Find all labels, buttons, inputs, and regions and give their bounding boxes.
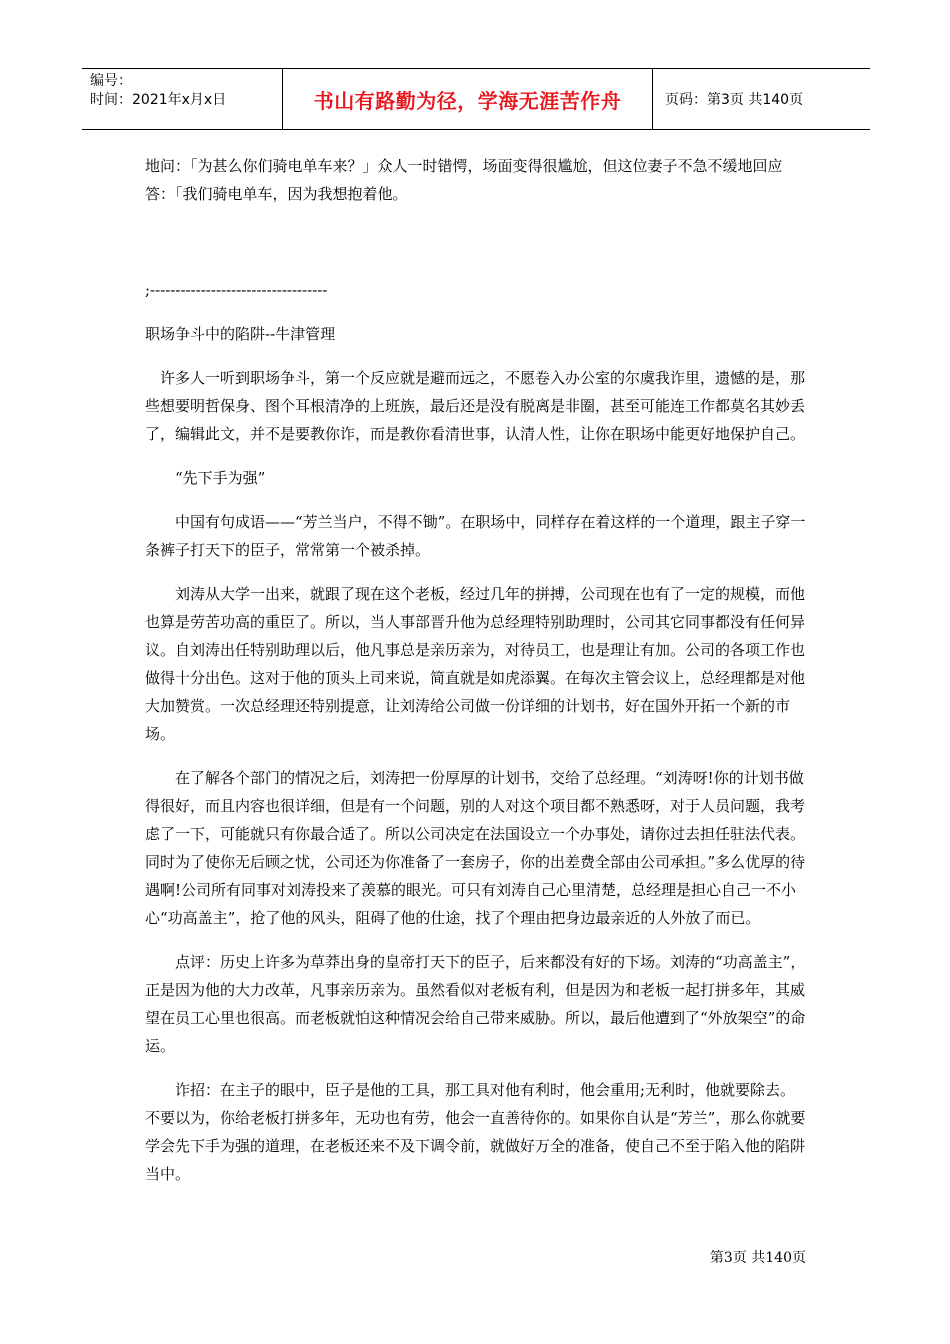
- header-meta: [82, 69, 283, 129]
- article-title: 职场争斗中的陷阱--牛津管理: [145, 325, 336, 343]
- time-label: 时间：2021年x月x日: [90, 92, 227, 108]
- paragraph-3: 在了解各个部门的情况之后，刘涛把一份厚厚的计划书，交给了总经理。“刘涛呀!你的计划书做得很好，而且内容也很详细，但是有一个问题，别的人对这个项目都不熟悉呀，对于人员问题，我考虑了一下，可能就只有你最合适了。所以公司决定在法国设立一个办事处，请你过去担任驻法代表。同时为了使你无后顾之忧，公司还为你准备了一套房子，你的出差费全部由公司承担。”多么优厚的待遇啊!公司所有同事对刘涛投来了羡慕的眼光。可只有刘涛自己心里清楚，总经理是担心自己一不小心“功高盖主”，抢了他的风头，阻碍了他的仕途，找了个理由把身边最亲近的人外放了而已。: [145, 769, 806, 927]
- intro-paragraph: 许多人一听到职场争斗，第一个反应就是避而远之，不愿卷入办公室的尔虞我诈里，遗憾的是，那些想要明哲保身、图个耳根清净的上班族，最后还是没有脱离是非圈，甚至可能连工作都莫名其妙丢了，编辑此文，并不是要教你诈，而是教你看清世事，认清人性，让你在职场中能更好地保护自己。: [145, 369, 806, 443]
- page-footer: 第3页 共140页: [709, 1250, 806, 1266]
- document-body: [145, 152, 810, 1188]
- header-page-code: 页码：第3页 共140页: [665, 92, 804, 108]
- divider-line: ;-----------------------------------: [145, 281, 328, 299]
- paragraph-continued: 地问：「为甚么你们骑电单车来？」众人一时错愕，场面变得很尴尬，但这位妻子不急不缓地回应答：「我们骑电单车，因为我想抱着他。: [145, 157, 783, 203]
- paragraph-4: 点评：历史上许多为草莽出身的皇帝打天下的臣子，后来都没有好的下场。刘涛的“功高盖主”，正是因为他的大力改革，凡事亲历亲为。虽然看似对老板有利，但是因为和老板一起打拼多年，其威望在员工心里也很高。而老板就怕这种情况会给自己带来威胁。所以，最后他遭到了“外放架空”的命运。: [145, 953, 806, 1055]
- header-motto: 书山有路勤为径，学海无涯苦作舟: [283, 69, 653, 129]
- paragraph-2: 刘涛从大学一出来，就跟了现在这个老板，经过几年的拼搏，公司现在也有了一定的规模，而他也算是劳苦功高的重臣了。所以，当人事部晋升他为总经理特别助理时，公司其它同事都没有任何异议。自刘涛出任特别助理以后，他凡事总是亲历亲为，对待员工，也是理让有加。公司的各项工作也做得十分出色。这对于他的顶头上司来说，简直就是如虎添翼。在每次主管会议上，总经理都是对他大加赞赏。一次总经理还特别提意，让刘涛给公司做一份详细的计划书，好在国外开拓一个新的市场。: [145, 585, 806, 743]
- section-heading: “先下手为强”: [175, 469, 266, 487]
- paragraph-5: 诈招：在主子的眼中，臣子是他的工具，那工具对他有利时，他会重用;无利时，他就要除去。不要以为，你给老板打拼多年，无功也有劳，他会一直善待你的。如果你自认是“芳兰”，那么你就要学会先下手为强的道理，在老板还来不及下调令前，就做好万全的准备，使自己不至于陷入他的陷阱当中。: [145, 1081, 806, 1183]
- number-label: 编号：: [90, 73, 132, 89]
- page-header: [82, 68, 870, 130]
- paragraph-1: 中国有句成语——“芳兰当户，不得不锄”。在职场中，同样存在着这样的一个道理，跟主子穿一条裤子打天下的臣子，常常第一个被杀掉。: [145, 513, 806, 559]
